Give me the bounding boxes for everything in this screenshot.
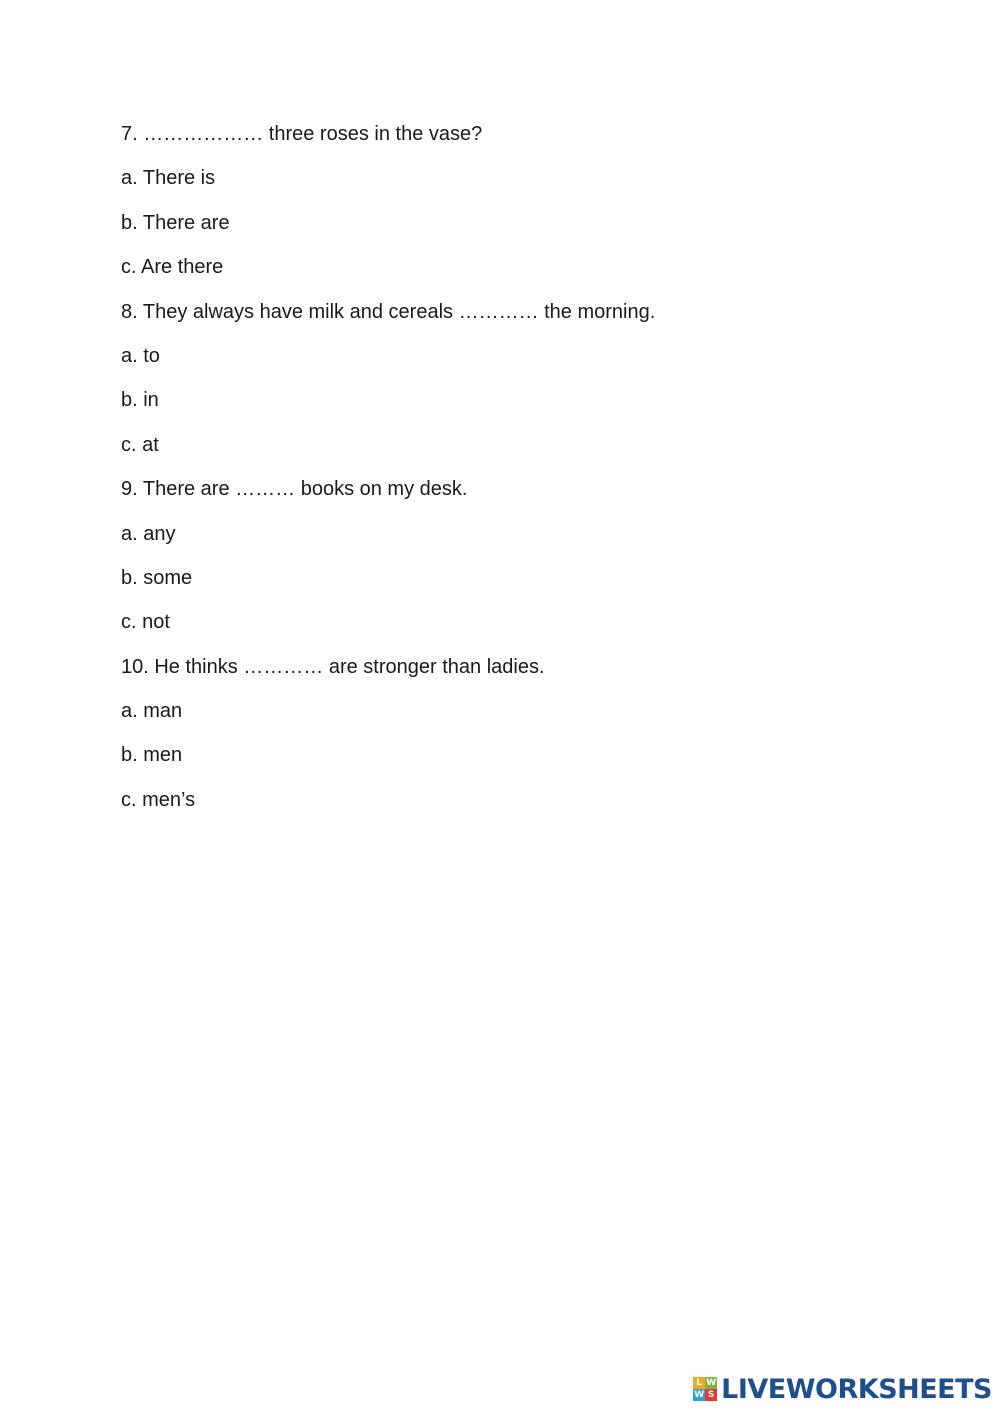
question-9-option-c[interactable]: c. not	[121, 611, 170, 634]
question-7-option-c[interactable]: c. Are there	[121, 256, 224, 279]
liveworksheets-logo-icon	[693, 1377, 717, 1401]
logo-tile-w2: W	[694, 1390, 705, 1400]
question-7-option-b[interactable]: b. There are	[121, 211, 230, 234]
question-10-prompt: 10. He thinks ………… are stronger than ladies.	[121, 655, 545, 678]
question-8-prompt: 8. They always have milk and cereals ………… the morning.	[121, 300, 656, 323]
question-10-option-a[interactable]: a. man	[121, 700, 183, 723]
liveworksheets-logo	[693, 1371, 992, 1407]
question-10-option-c[interactable]: c. men’s	[121, 788, 196, 811]
logo-tile-w1: W	[706, 1378, 717, 1388]
question-7-option-a[interactable]: a. There is	[121, 167, 216, 190]
logo-tile-s: S	[705, 1389, 717, 1401]
logo-tile-l: L	[693, 1377, 705, 1389]
question-10-option-b[interactable]: b. men	[121, 744, 183, 767]
question-8-option-c[interactable]: c. at	[121, 433, 159, 456]
question-7-prompt: 7. ……………… three roses in the vase?	[121, 123, 483, 145]
worksheet-content	[121, 120, 941, 830]
question-8-option-a[interactable]: a. to	[121, 344, 160, 367]
liveworksheets-logo-text: LIVEWORKSHEETS	[721, 1373, 992, 1405]
question-9-option-a[interactable]: a. any	[121, 522, 176, 545]
question-9-prompt: 9. There are ……… books on my desk.	[121, 478, 468, 501]
question-8-option-b[interactable]: b. in	[121, 389, 159, 412]
question-9-option-b[interactable]: b. some	[121, 566, 193, 589]
